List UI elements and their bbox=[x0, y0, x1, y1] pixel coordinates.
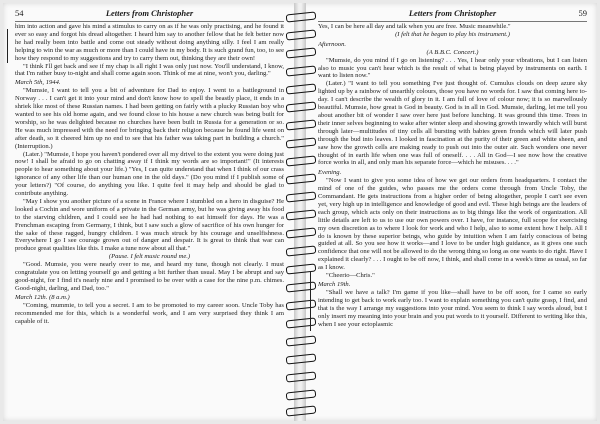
right-page bbox=[306, 3, 597, 421]
left-page-header bbox=[15, 7, 284, 22]
paragraph: "Now I want to give you some idea of how we get our orders from headquarters. I contact the mind of one of the guides, who passes me the orders come through from Uncle Toby, the Commandant. He gets instructions from a higher order of being altogether, people I can't see even yet, very high up in intelligence and knowledge of good and evil. These high beings are the leaders of each group, which acts only on their instructions as to big things like the work of organization. All little details are left to us to use our own powers over. I have, for instance, full scope for exercising my own discretion as to where I look for work and who I help, also to some extent how I help. All I do is known by these superior beings, who guide by intuition when I am fairly conscious of being guided at all. So you see how it works—and I love to be under high guidance, as it gives one such confidence that one will not be allowed to do the wrong thing so long as one wants to do right. Have I explained it clearly? . . . I ought to be off now, I think, and shall come in a week's time as usual, so far as I know. bbox=[318, 177, 587, 272]
date-heading: March 19th. bbox=[318, 281, 351, 288]
left-page-body bbox=[15, 23, 284, 417]
paragraph: him into action and gave his mind a stimulus to carry on as if he was only practising, and he found it ever so easy and forgot his dread altogether. I heard him say to another fellow that he felt better now he had really been into battle and come out steady without doing anything silly. I feel I am really helping to win the war as much or more than I could have in my body. It is such grand fun, too, to see how they respond to my suggestions and try to carry them out, thinking they are their own! bbox=[15, 23, 284, 62]
paragraph: Yes, I can be here all day and talk when you are free. Music meanwhile." bbox=[318, 23, 511, 30]
paragraph: (Later.) "I want to tell you something I've just thought of. Cumulus clouds on deep azure sky lighted up by a rainbow of unearthly colours, those you have no words for. I saw that coming here to-day. I can't describe the wealth of glory in it. I am full of love of colour now; it is so marvellously beautiful. Mumsie, how great is God in beauty. God is in all in God. Mumsie, darling, let me tell you about another bit of wonder I saw over here just before lunching. It was ground this time. Trees in their inner selves beginning to wake after winter sleep and showing growth inwardly which will burst through later—multitudes of tiny cells all bursting with babies green fronds which will later push through the bud into leaves. I looked in fascination at the purity of their green and white sheen, and saw how the growth cells are making ready to push out into the outer air. Such wonders one never thought of in earth life when one was full of oneself. . . . All in God—I see now how the creative force works in all, and only man his separate force—which he misuses. . . ." bbox=[318, 80, 587, 167]
paragraph: "Coming, mummie, to tell you a secret. I am to be promoted to my career soon. Uncle Toby has recommended me for this, which is a wonderful work, and I am very surprised they think I am capable of it. bbox=[15, 301, 284, 325]
paragraph: "Cheerio—Chris." bbox=[326, 272, 375, 280]
right-running-title: Letters from Christopher bbox=[408, 8, 497, 18]
paragraph: "Mumsie, I want to tell you a bit of adventure for Dad to enjoy. I went to a battleground in Norway . . . I can't get it into your mind and don't know how to spell the beastly place, it ends in a shriek like most of these Russian names. I had been getting on fairly with a plucky Russian boy who wanted to see his old home again, and we found close to his house a new church was being built for worship, so he was delighted because no churches have been built in Russia for a generation or so. He was much impressed with the need for bringing back their religion because he found life went on after death, so it cheered him up no end to see that his father was taking part in building a church." (Interruption.) bbox=[15, 87, 284, 150]
paragraph: "Mumsie, do you mind if I go on listening? . . . Yes, I hear only your vibrations, but I can listen also to music you can't hear which is the result of what is being played by instruments on earth. I want to listen now." bbox=[318, 56, 587, 80]
paragraph: "May I show you another picture of a scene in France where I stumbled on a hero in disguise? He looked a Cochin and wore uniform of a private in the German army, but he was giving away his food to the starving children, and I could see he had had nothing to eat himself for days. He was a Frenchman escaping from Germany, I think, but I saw such a glow of sacrifice of his own hunger for the sake of these ragged, hungry children. I was much struck by his courage and unselfishness. Everywhere I go I see courage grown out of danger and despair. It is great to think that war can produce great qualities like this. I make a tune now about all that." bbox=[15, 197, 284, 253]
date-heading: March 12th. (8 a.m.) bbox=[15, 293, 70, 301]
paragraph: "Shall we have a talk? I'm game if you like—shall have to be off soon, for I came so early intending to get back to work early too. I want to explain something you can't quite grasp, I find, and that is the way I arrange my suggestions into your mind. You seem to think I say words aloud, but I only insert my meaning into your brain and you put words to it yourself. Different to writing like this, when I see your ectoplasmic bbox=[318, 288, 587, 328]
paragraph: "I think I'll get back and see if my chap is all right I was only just now. You'll understand, I know, that I'm rather busy to-night and shall come again soon. Think of me at nine, won't you, darling." bbox=[15, 62, 284, 78]
right-page-header bbox=[318, 7, 587, 22]
note: (I felt that he began to play his instrument.) bbox=[395, 30, 510, 38]
paragraph: (Later.) "Mumsie, I hope you haven't pondered over all my drivel to the extent you were doing just now! I shall be afraid to go on chatting away if I think my words are so important!" (It interests people to hear something about your life.) "Yes, I can quite understand that when I think of our crass ignorance of any other life than our human one in the old days." (Do you mind if I publish some of your letters?) "Of course, do anything you like. I quite feel it may help and should be glad to contribute anything. bbox=[15, 150, 284, 198]
right-page-body bbox=[318, 23, 587, 417]
section-heading: Afternoon. bbox=[318, 40, 347, 48]
left-page-number: 54 bbox=[15, 8, 24, 18]
left-running-title: Letters from Christopher bbox=[105, 8, 194, 18]
date-heading: March 5th, 1944. bbox=[15, 79, 61, 87]
left-page bbox=[3, 3, 294, 421]
note: (A B.B.C. Concert.) bbox=[426, 48, 479, 56]
margin-line bbox=[310, 271, 311, 331]
paragraph: "Good. Mumsie, you were nearly over to me, and heard my tune, though not clearly. I must congratulate you on letting yourself go and getting a bit further than usual. May I be abrupt and say good-night, for I find it's nearly nine and I promised to be over with a case for the nine p.m. chimes. Good-night, darling, and Dad, too." bbox=[15, 261, 284, 292]
right-page-number: 59 bbox=[578, 8, 587, 18]
margin-line bbox=[7, 29, 8, 63]
book-spread bbox=[3, 3, 597, 421]
section-heading: Evening. bbox=[318, 169, 342, 177]
note: (Pause. I felt music round me.) bbox=[108, 253, 191, 261]
